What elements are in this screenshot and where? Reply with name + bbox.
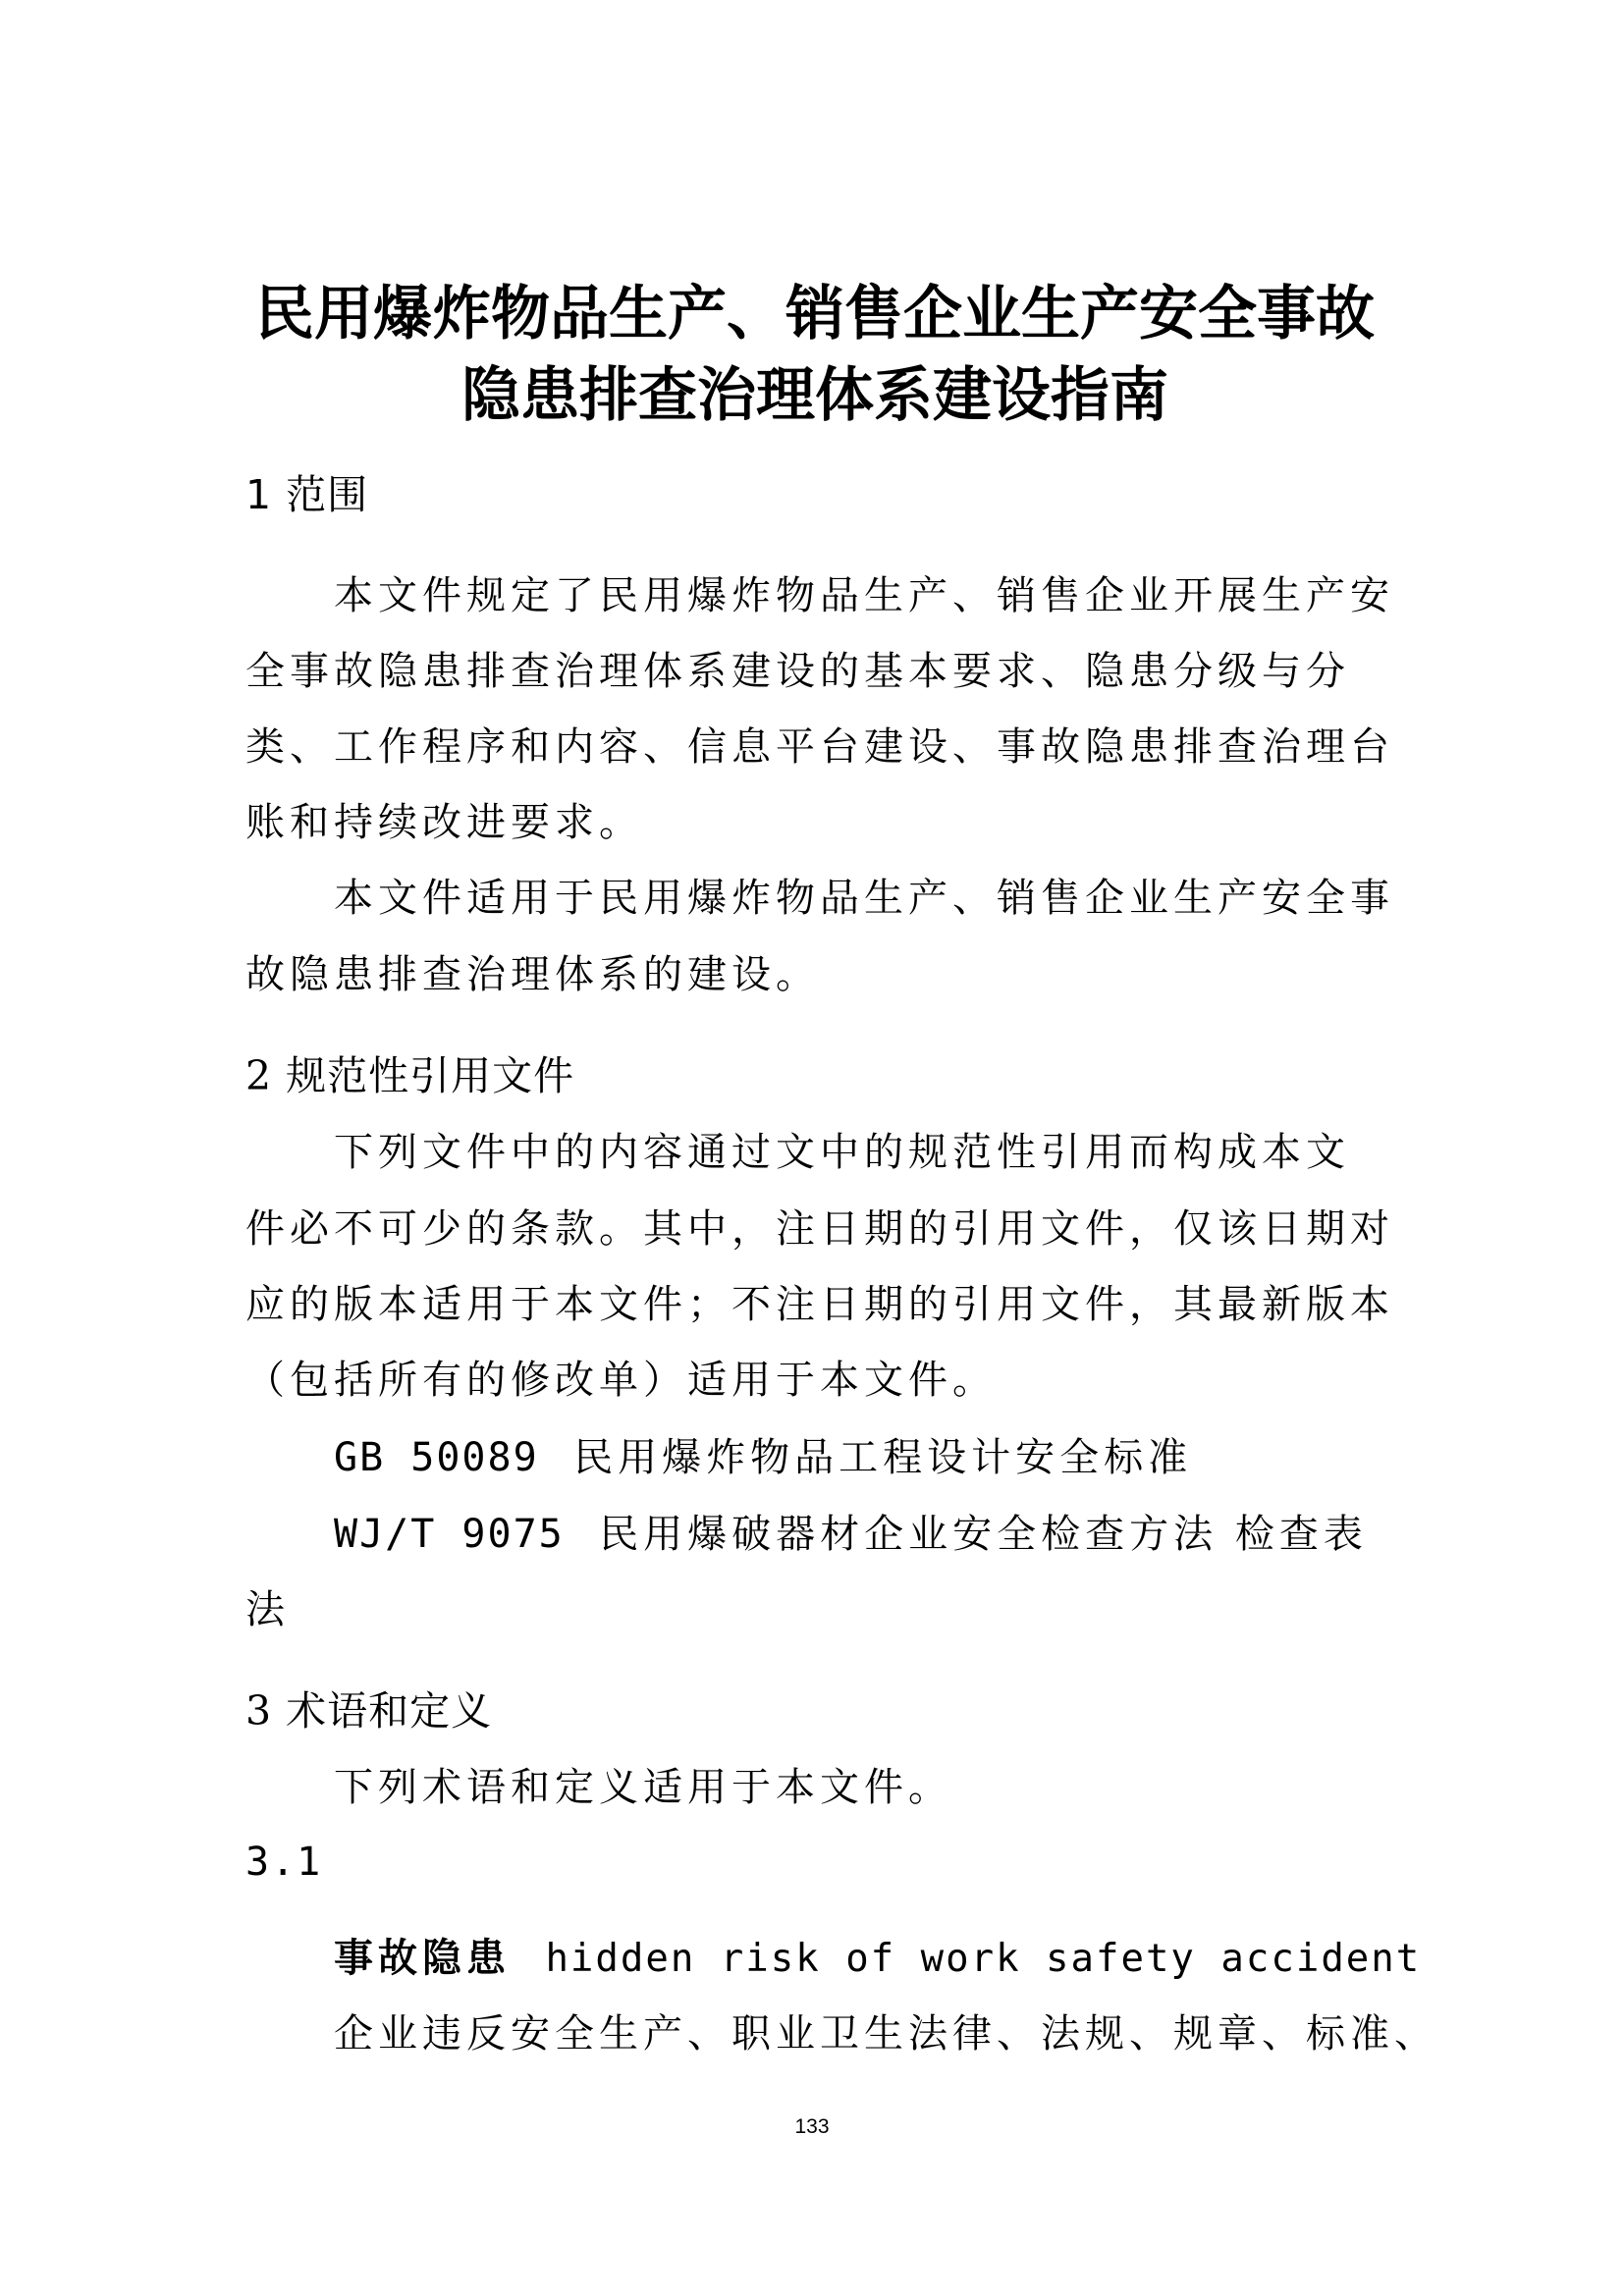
section-1-heading: 1 范围 [245, 471, 369, 518]
reference-title: 民用爆炸物品工程设计安全标准 [573, 1435, 1193, 1480]
section-3-title: 术语和定义 [286, 1687, 493, 1735]
section-2-para-1-line-1: 下列文件中的内容通过文中的规范性引用而构成本文 [334, 1130, 1350, 1175]
term-entry [334, 1933, 1421, 1985]
section-3-heading [245, 1685, 492, 1736]
term-chinese: 事故隐患 [334, 1936, 511, 1981]
section-1-para-2-line-1: 本文件适用于民用爆炸物品生产、销售企业生产安全事 [334, 876, 1394, 921]
document-title-line-2: 隐患排查治理体系建设指南 [461, 361, 1168, 430]
section-2-title: 规范性引用文件 [286, 1052, 575, 1099]
section-2-number: 2 [245, 1052, 273, 1099]
section-2-para-1-line-2: 件必不可少的条款。其中，注日期的引用文件，仅该日期对 [245, 1206, 1394, 1252]
section-1-para-1-line-1: 本文件规定了民用爆炸物品生产、销售企业开展生产安 [334, 573, 1394, 618]
page-number: 133 [794, 2115, 830, 2138]
section-2-para-1-line-4: （包括所有的修改单）适用于本文件。 [245, 1358, 997, 1403]
reference-code: GB 50089 [334, 1435, 539, 1480]
section-1-para-1-line-2: 全事故隐患排查治理体系建设的基本要求、隐患分级与分 [245, 649, 1350, 694]
section-3-number: 3 [245, 1687, 273, 1735]
section-1-para-1-line-4: 账和持续改进要求。 [245, 800, 643, 845]
term-english: hidden risk of work safety accident [545, 1937, 1422, 1981]
term-definition-line-1: 企业违反安全生产、职业卫生法律、法规、规章、标准、 [334, 2011, 1438, 2056]
section-2-heading [245, 1050, 574, 1101]
section-1-para-1-line-3: 类、工作程序和内容、信息平台建设、事故隐患排查治理台 [245, 724, 1394, 770]
reference-wjt-9075 [334, 1509, 1368, 1560]
document-title-line-1: 民用爆炸物品生产、销售企业生产安全事故 [255, 280, 1375, 348]
reference-gb-50089 [334, 1432, 1192, 1483]
reference-title: 民用爆破器材企业安全检查方法 检查表 [599, 1512, 1368, 1557]
subsection-3-1-number: 3.1 [245, 1840, 323, 1885]
reference-wjt-9075-continued: 法 [245, 1587, 290, 1632]
reference-code: WJ/T 9075 [334, 1512, 565, 1557]
section-3-intro: 下列术语和定义适用于本文件。 [334, 1765, 952, 1810]
section-2-para-1-line-3: 应的版本适用于本文件；不注日期的引用文件，其最新版本 [245, 1282, 1394, 1327]
section-1-para-2-line-2: 故隐患排查治理体系的建设。 [245, 952, 820, 997]
